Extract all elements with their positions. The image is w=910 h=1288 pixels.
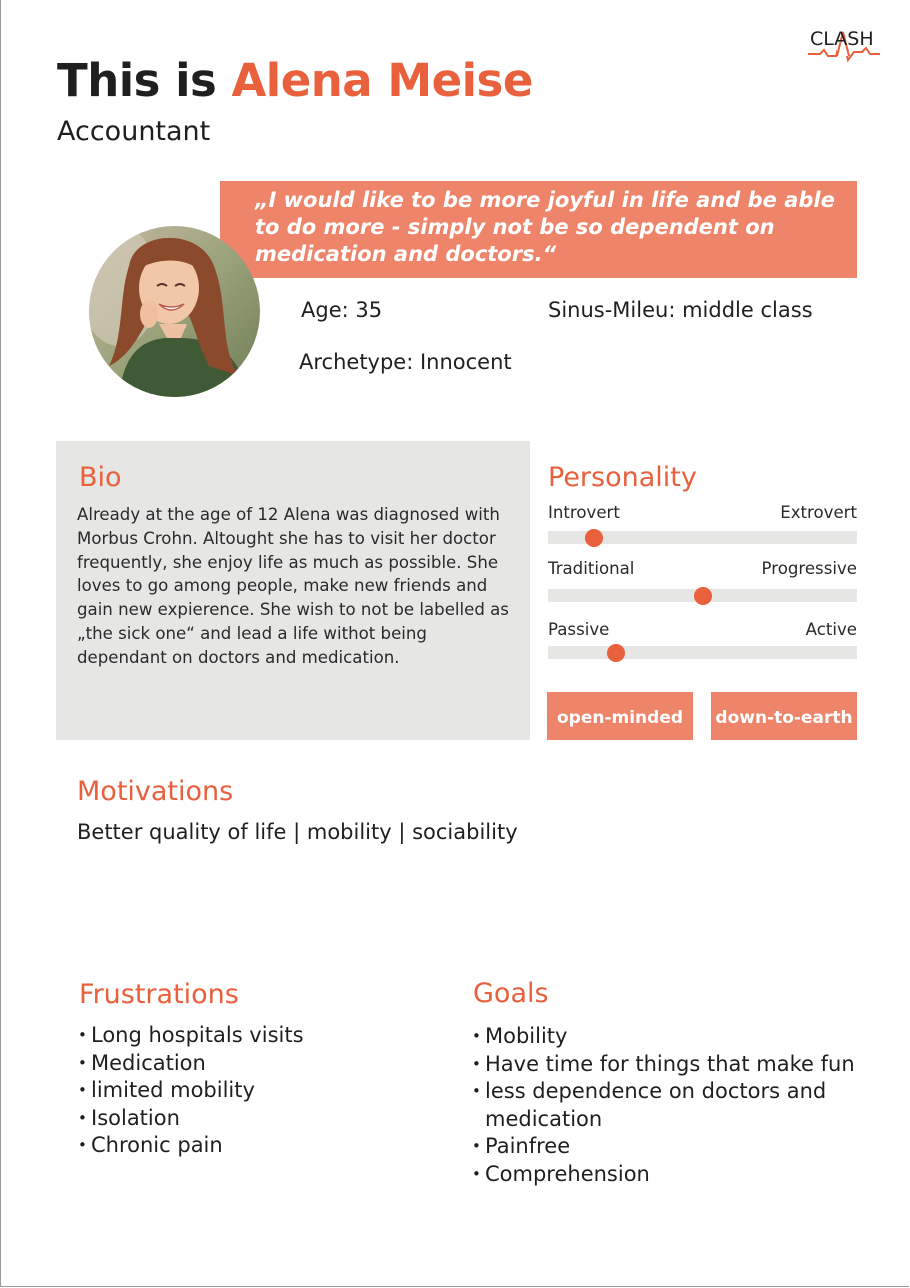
avatar-illustration <box>89 226 260 397</box>
frustrations-heading: Frustrations <box>79 979 239 1010</box>
trait-right-label: Progressive <box>761 559 857 578</box>
list-item: • Mobility <box>472 1023 867 1051</box>
sinus-mileu-label: Sinus-Mileu: middle class <box>548 298 813 322</box>
list-item: • Long hospitals visits <box>78 1022 438 1050</box>
list-item: • less dependence on doctors and medication <box>472 1078 867 1133</box>
motivations-text: Better quality of life | mobility | sociability <box>77 820 518 844</box>
goals-heading: Goals <box>473 978 549 1009</box>
bio-text: Already at the age of 12 Alena was diagnosed with Morbus Crohn. Altought she has to visit her doctor frequently, she enjoy life as much as possible. She loves to go among people, make new friends and gain new expierence. She wish to not be labelled as „the sick one“ and lead a life withot being dependant on doctors and medication. <box>77 505 509 667</box>
frustrations-list <box>78 1022 438 1160</box>
trait-left-label: Passive <box>548 620 610 639</box>
list-item: • Medication <box>78 1050 438 1078</box>
tag-open-minded: open-minded <box>547 692 693 740</box>
trait-right-label: Active <box>805 620 857 639</box>
goals-list <box>472 1023 867 1188</box>
persona-occupation: Accountant <box>57 116 211 147</box>
tag-down-to-earth: down-to-earth <box>711 692 857 740</box>
trait-slider-traditional-progressive <box>548 589 857 602</box>
trait-right-label: Extrovert <box>780 503 857 522</box>
quote-text: „I would like to be more joyful in life and be able to do more - simply not be so dependent on medication and doctors.“ <box>255 188 835 266</box>
page-title <box>57 54 533 107</box>
bio-heading: Bio <box>79 462 122 493</box>
list-item: • limited mobility <box>78 1077 438 1105</box>
title-prefix: This is <box>57 54 232 107</box>
portrait-photo <box>89 226 260 397</box>
trait-left-label: Traditional <box>548 559 635 578</box>
trait-slider-handle <box>607 644 625 662</box>
list-item: • Have time for things that make fun <box>472 1051 867 1079</box>
list-item: • Isolation <box>78 1105 438 1133</box>
personality-heading: Personality <box>548 462 697 493</box>
quote-banner <box>220 181 857 278</box>
trait-slider-handle <box>694 587 712 605</box>
logo-text: CLASH <box>810 28 874 50</box>
archetype-label: Archetype: Innocent <box>299 350 512 374</box>
list-item: • Painfree <box>472 1133 867 1161</box>
persona-name: Alena Meise <box>231 54 533 107</box>
age-label: Age: 35 <box>301 298 383 322</box>
list-item: • Chronic pain <box>78 1132 438 1160</box>
trait-slider-introvert-extrovert <box>548 531 857 544</box>
motivations-heading: Motivations <box>77 776 234 807</box>
trait-slider-passive-active <box>548 646 857 659</box>
trait-slider-handle <box>585 529 603 547</box>
trait-left-label: Introvert <box>548 503 620 522</box>
list-item: • Comprehension <box>472 1161 867 1189</box>
clash-logo <box>806 26 882 66</box>
